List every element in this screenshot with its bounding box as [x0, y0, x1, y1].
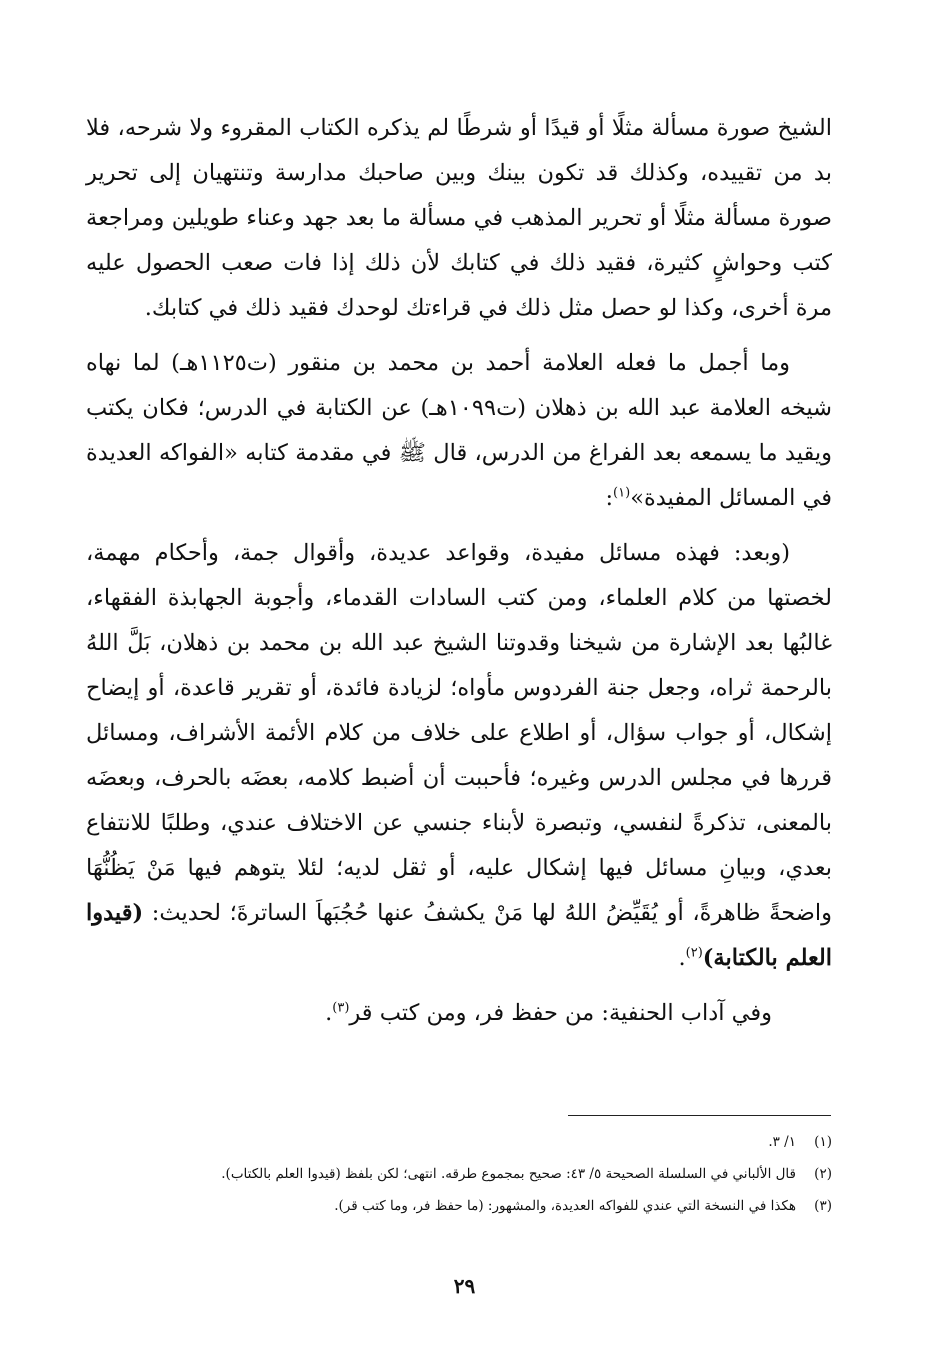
paragraph-2-tail: :	[605, 485, 614, 511]
footnote-number: (٢)	[814, 1166, 832, 1182]
footnote-ref-2[interactable]: (٢)	[685, 945, 703, 961]
paragraph-1-text: الشيخ صورة مسألة مثلًا أو قيدًا أو شرطًا لم يذكره الكتاب المقروء ولا شرحه، فلا بد من تقييده، وكذلك قد تكون بينك وبين صاحبك مدارسة وتنتهيان إلى تحرير صورة مسألة مثلًا أو تحرير المذهب في مسألة ما بعد جهد وعناء طويلين ومراجعة كتب وحواشٍ كثيرة، فقيد ذلك في كتابك لأن ذلك إذا فات صعب الحصول عليه مرة أخرى، وكذا لو حصل مثل ذلك في قراءتك لوحدك فقيد ذلك في كتابك.	[86, 115, 832, 321]
footnotes	[86, 1130, 832, 1226]
paragraph-3-quote	[86, 531, 832, 981]
page-number: ٢٩	[453, 1274, 476, 1298]
paragraph-2-text: وما أجمل ما فعله العلامة أحمد بن محمد بن منقور (ت١١٢٥هـ) لما نهاه شيخه العلامة عبد الله بن ذهلان (ت١٠٩٩هـ) عن الكتابة في الدرس؛ فكان يكتب ويقيد ما يسمعه بعد الفراغ من الدرس، قال ﷺ في مقدمة كتابه «الفواكه العديدة في المسائل المفيدة»	[86, 350, 832, 511]
footnote-ref-1[interactable]: (١)	[613, 485, 631, 501]
paragraph-3-text: (وبعد: فهذه مسائل مفيدة، وقواعد عديدة، وأقوال جمة، وأحكام مهمة، لخصتها من كلام العلماء، ومن كتب السادات القدماء، وأجوبة الجهابذة الفقهاء، غالبُها بعد الإشارة من شيخنا وقدوتنا الشيخ عبد الله بن محمد بن ذهلان، بَلَّ اللهُ بالرحمة ثراه، وجعل جنة الفردوس مأواه؛ لزيادة فائدة، أو تقرير قاعدة، أو إيضاح إشكال، أو جواب سؤال، أو اطلاع على خلاف من كلام الأئمة الأشراف، ومسائل قررها في مجلس الدرس وغيره؛ فأحببت أن أضبط كلامه، بعضَه بالحرف، وبعضَه بالمعنى، تذكرةً لنفسي، وتبصرة لأبناء جنسي عن الاختلاف عندي، وطلبًا للانتفاع بعدي، وبيانِ مسائل فيها إشكال عليه، أو ثقل لديه؛ لئلا يتوهم فيها مَنْ يَظُنُّهَا واضحةً ظاهرةً، أو يُقَيِّضُ اللهُ لها مَنْ يكشفُ عنها حُجُبَهاَ الساترةَ؛ لحديث:	[86, 540, 832, 926]
footnote-text: ١/ ٣.	[768, 1134, 796, 1150]
footnote-ref-3[interactable]: (٣)	[332, 1000, 350, 1016]
main-text	[86, 106, 832, 1046]
hadith-quote: (قيدوا العلم بالكتابة)	[86, 900, 832, 971]
paragraph-4-tail: .	[325, 1000, 333, 1026]
paragraph-2	[86, 341, 832, 521]
footnote-3	[86, 1194, 832, 1218]
paragraph-4-text: وفي آداب الحنفية: من حفظ فر، ومن كتب قر	[349, 1000, 772, 1026]
footnote-text: قال الألباني في السلسلة الصحيحة ٥/ ٤٣: صحيح بمجموع طرقه. انتهى؛ لكن بلفظ (قيدوا العلم بالكتاب).	[221, 1166, 796, 1182]
footnote-number: (١)	[814, 1134, 832, 1150]
paragraph-4	[86, 991, 832, 1036]
footnote-1	[86, 1130, 832, 1154]
footnote-text: هكذا في النسخة التي عندي للفواكه العديدة، والمشهور: (ما حفظ فر، وما كتب قر).	[334, 1198, 796, 1214]
footnote-number: (٣)	[814, 1198, 832, 1214]
footnote-separator	[568, 1115, 831, 1116]
paragraph-1	[86, 106, 832, 331]
footnote-2	[86, 1162, 832, 1186]
paragraph-3-tail: .	[678, 945, 686, 971]
